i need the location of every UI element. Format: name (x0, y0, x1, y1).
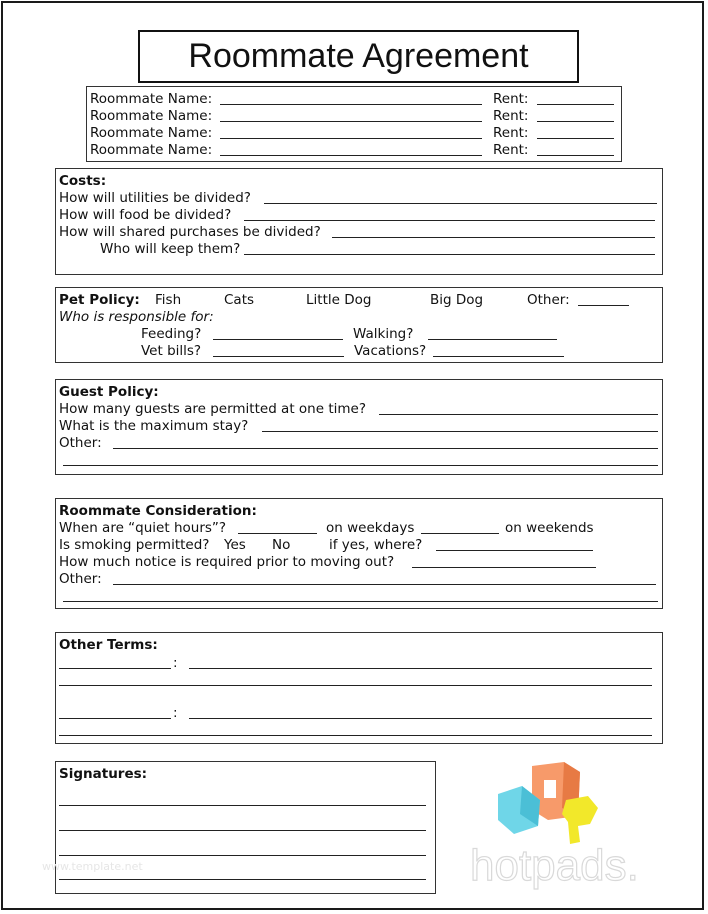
quiet-weekdays-field[interactable] (238, 533, 317, 534)
consideration-other-field[interactable] (113, 584, 656, 585)
consideration-heading: Roommate Consideration: (59, 503, 257, 519)
weekends-label: on weekends (505, 520, 594, 536)
roommate-name-label: Roommate Name: (90, 108, 213, 124)
signature-line[interactable] (59, 855, 426, 856)
pet-other-label: Other: (527, 292, 570, 308)
pet-policy-heading: Pet Policy: (59, 292, 140, 308)
roommate-name-field[interactable] (220, 155, 482, 156)
hotpads-logo (470, 760, 660, 890)
logo-yellow-shape (562, 796, 598, 844)
shared-purchases-field[interactable] (332, 237, 655, 238)
logo-wordmark: hotpads. (470, 841, 639, 890)
guests-question: How many guests are permitted at one time? (59, 401, 366, 417)
food-field[interactable] (244, 220, 655, 221)
vet-bills-field[interactable] (213, 356, 344, 357)
max-stay-field[interactable] (262, 431, 658, 432)
guest-other-field[interactable] (113, 448, 658, 449)
utilities-field[interactable] (264, 203, 657, 204)
walking-label: Walking? (353, 326, 414, 342)
roommate-name-field[interactable] (220, 104, 482, 105)
roommate-name-label: Roommate Name: (90, 91, 213, 107)
costs-heading: Costs: (59, 173, 107, 189)
guest-other-extra-field[interactable] (63, 465, 658, 466)
consideration-other-extra-field[interactable] (63, 601, 658, 602)
pet-option-big-dog[interactable]: Big Dog (430, 292, 484, 308)
notice-field[interactable] (412, 567, 596, 568)
watermark: www.template.net (42, 860, 143, 873)
quiet-weekends-field[interactable] (421, 533, 499, 534)
guest-other-label: Other: (59, 435, 102, 451)
rent-label: Rent: (493, 91, 529, 107)
term-colon: : (173, 705, 178, 721)
pet-option-little-dog[interactable]: Little Dog (306, 292, 372, 308)
signatures-heading: Signatures: (59, 766, 148, 782)
logo-orange-hole (544, 780, 556, 798)
guest-policy-heading: Guest Policy: (59, 384, 159, 400)
rent-field[interactable] (537, 138, 614, 139)
term-extra-field[interactable] (59, 735, 652, 736)
consideration-other-label: Other: (59, 571, 102, 587)
pet-other-field[interactable] (578, 305, 629, 306)
rent-label: Rent: (493, 125, 529, 141)
vacations-label: Vacations? (354, 343, 427, 359)
roommate-name-field[interactable] (220, 121, 482, 122)
utilities-question: How will utilities be divided? (59, 190, 251, 206)
roommate-name-label: Roommate Name: (90, 125, 213, 141)
rent-field[interactable] (537, 155, 614, 156)
smoking-yes-option[interactable]: Yes (224, 537, 246, 553)
keep-them-field[interactable] (244, 254, 655, 255)
signature-line[interactable] (59, 805, 426, 806)
smoking-no-option[interactable]: No (272, 537, 291, 553)
responsible-label: Who is responsible for: (59, 309, 214, 325)
term-value-field[interactable] (189, 718, 652, 719)
roommate-name-field[interactable] (220, 138, 482, 139)
weekdays-label: on weekdays (326, 520, 415, 536)
rent-field[interactable] (537, 104, 614, 105)
term-label-field[interactable] (59, 668, 171, 669)
vacations-field[interactable] (433, 356, 564, 357)
feeding-label: Feeding? (141, 326, 202, 342)
smoking-where-label: if yes, where? (329, 537, 423, 553)
pet-option-fish[interactable]: Fish (155, 292, 182, 308)
roommate-name-label: Roommate Name: (90, 142, 213, 158)
shared-purchases-question: How will shared purchases be divided? (59, 224, 321, 240)
other-terms-heading: Other Terms: (59, 637, 158, 653)
title-box (138, 30, 579, 83)
pet-option-cats[interactable]: Cats (224, 292, 255, 308)
quiet-hours-question: When are “quiet hours”? (59, 520, 227, 536)
food-question: How will food be divided? (59, 207, 232, 223)
term-colon: : (173, 655, 178, 671)
rent-label: Rent: (493, 142, 529, 158)
notice-question: How much notice is required prior to moving out? (59, 554, 395, 570)
keep-them-question: Who will keep them? (100, 241, 241, 257)
guests-field[interactable] (379, 414, 658, 415)
term-value-field[interactable] (189, 668, 652, 669)
max-stay-question: What is the maximum stay? (59, 418, 249, 434)
smoking-question: Is smoking permitted? (59, 537, 210, 553)
signature-line[interactable] (59, 830, 426, 831)
rent-label: Rent: (493, 108, 529, 124)
term-label-field[interactable] (59, 718, 171, 719)
vet-bills-label: Vet bills? (141, 343, 202, 359)
page-title: Roommate Agreement (188, 37, 529, 75)
feeding-field[interactable] (213, 339, 343, 340)
smoking-where-field[interactable] (436, 550, 593, 551)
term-extra-field[interactable] (59, 685, 652, 686)
walking-field[interactable] (428, 339, 557, 340)
signature-line[interactable] (59, 879, 426, 880)
rent-field[interactable] (537, 121, 614, 122)
